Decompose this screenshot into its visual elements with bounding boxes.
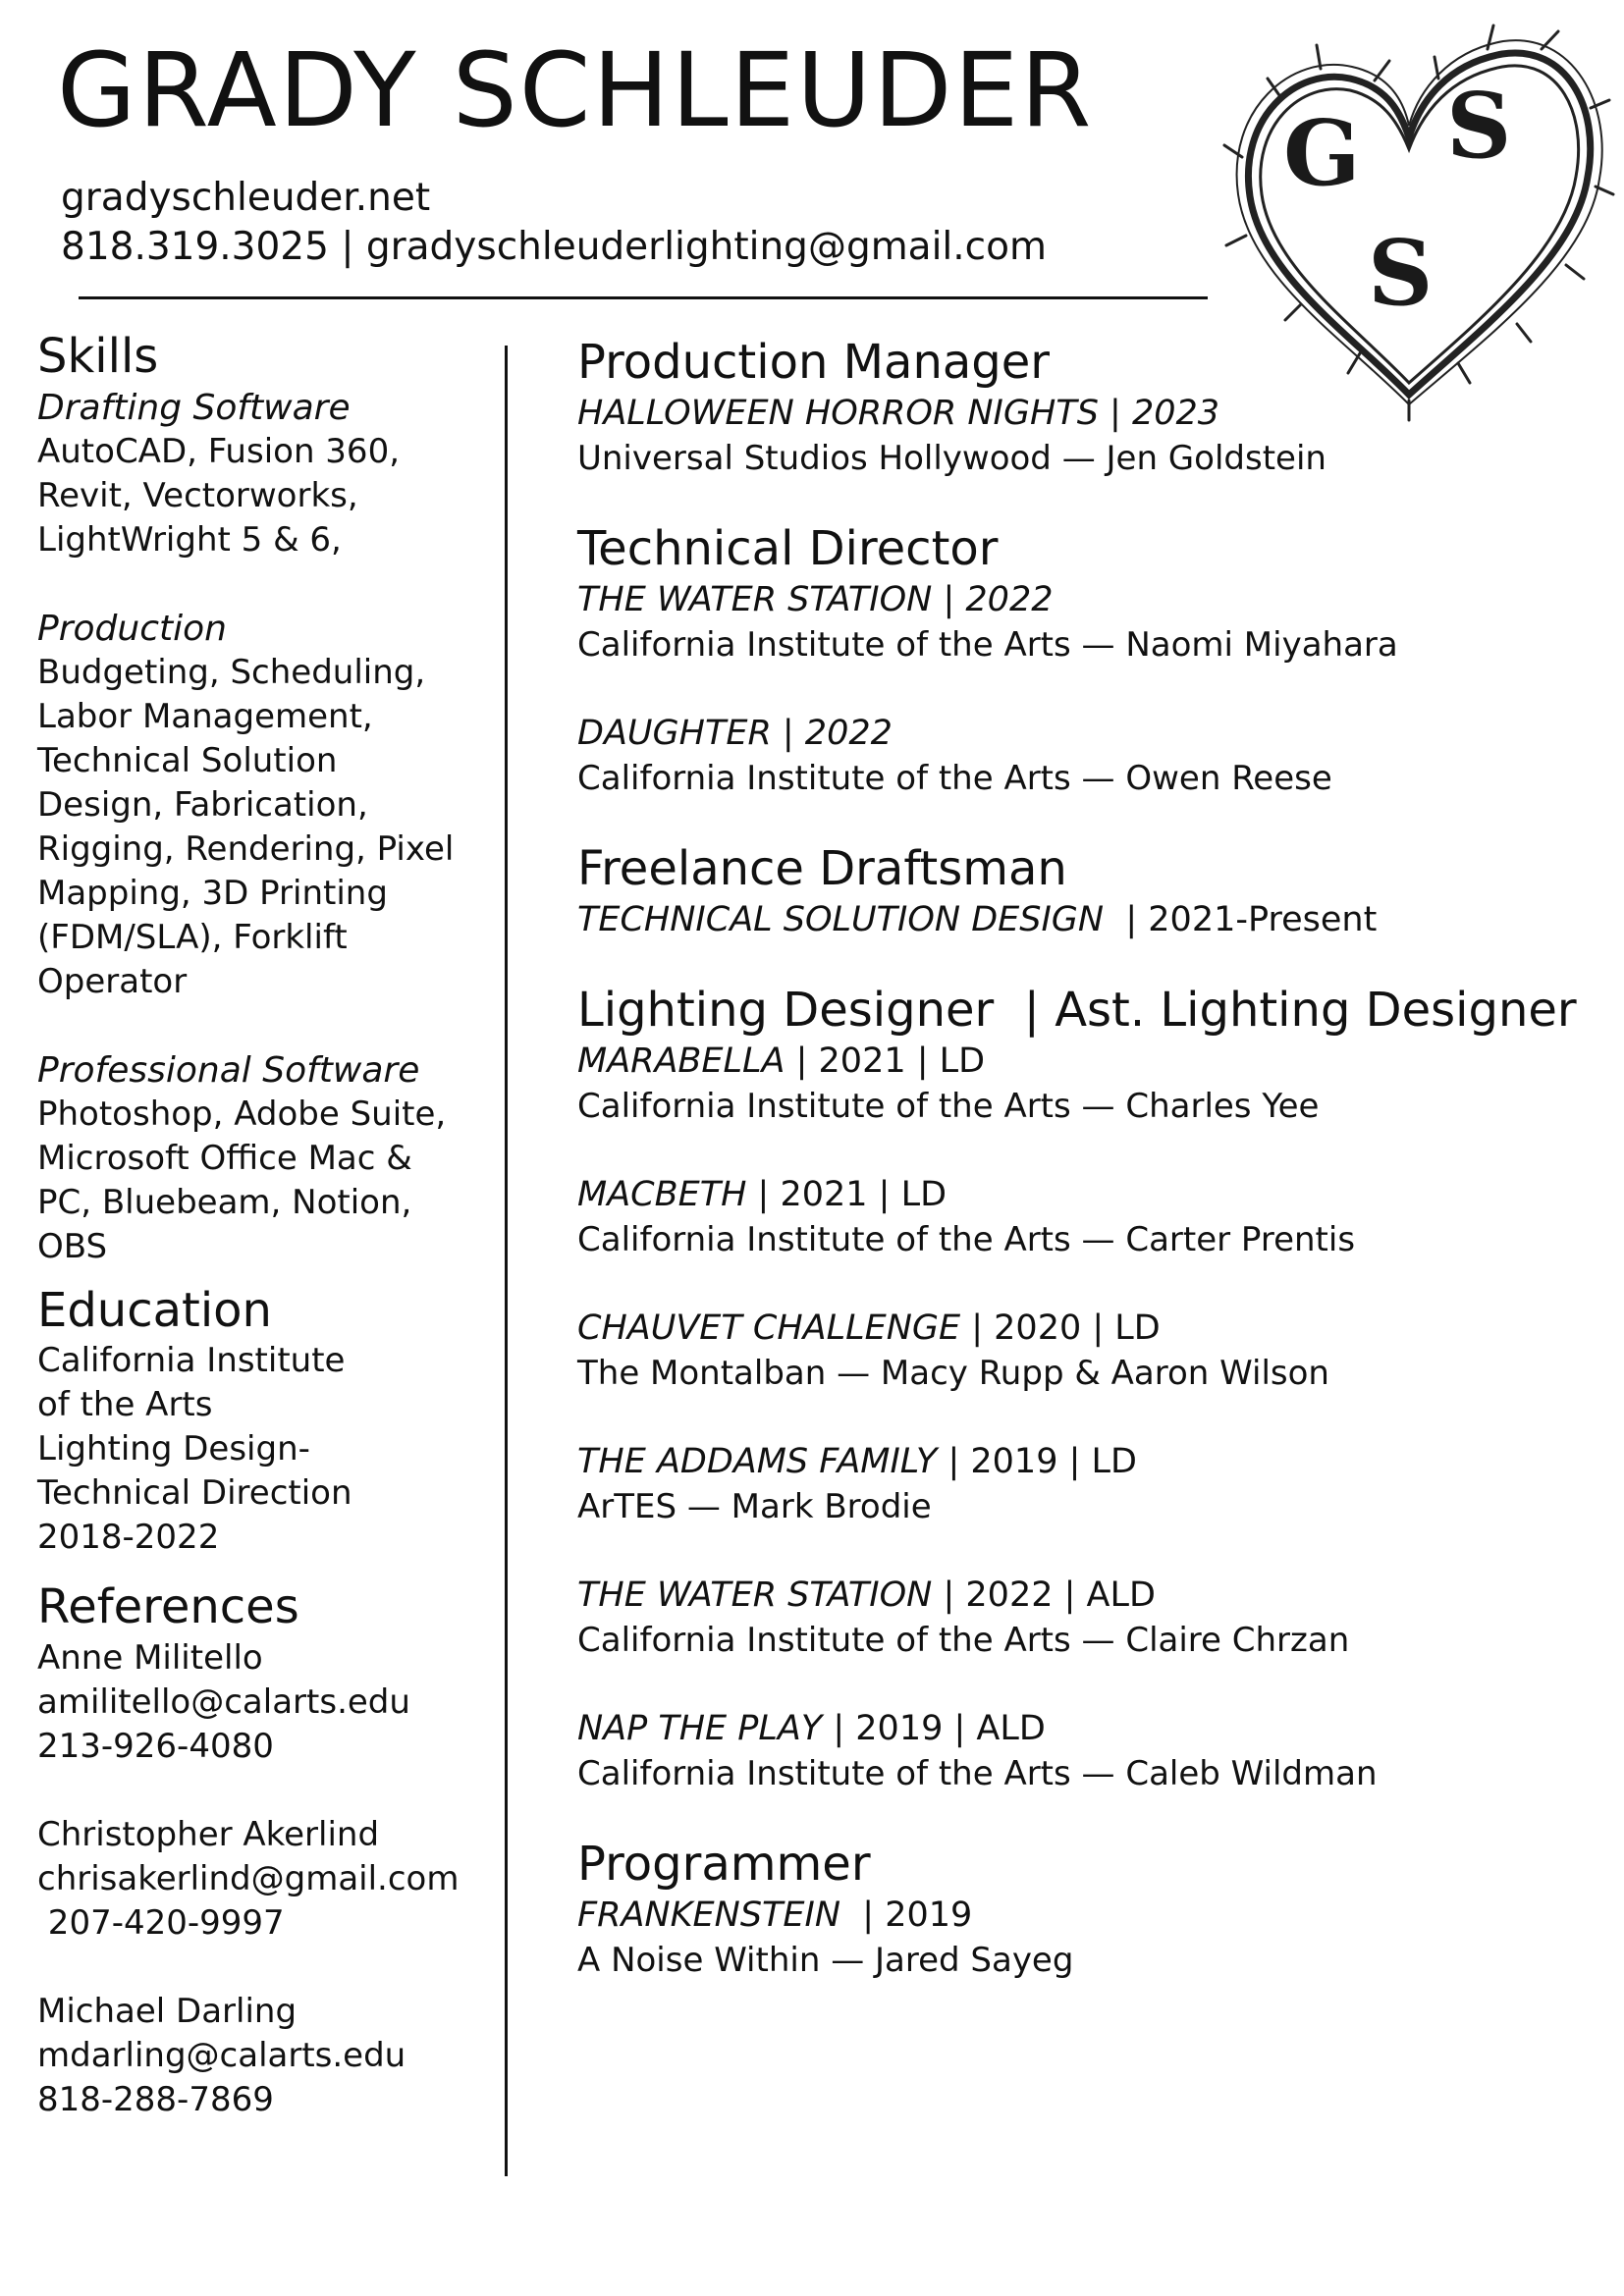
- skill-line: Revit, Vectorworks,: [37, 475, 358, 515]
- venue-line: California Institute of the Arts — Claire Chrzan: [577, 1621, 1350, 1660]
- svg-text:S: S: [1446, 73, 1512, 179]
- role-heading: Freelance Draftsman: [577, 841, 1067, 896]
- show-title: MACBETH: [577, 1175, 747, 1214]
- venue-line: California Institute of the Arts — Naomi Miyahara: [577, 625, 1398, 665]
- skill-group-title: Production: [37, 608, 227, 649]
- show-meta: | 2019 | LD: [937, 1442, 1137, 1481]
- show-title: MARABELLA: [577, 1041, 785, 1081]
- show-meta: | 2023: [1098, 394, 1220, 433]
- column-divider: [505, 346, 508, 2176]
- skill-line: OBS: [37, 1226, 108, 1266]
- show-meta: | 2020 | LD: [960, 1308, 1161, 1348]
- show-title-line: [577, 711, 1608, 756]
- education-line: Technical Direction: [37, 1473, 352, 1514]
- reference-entry: [37, 1813, 489, 1946]
- education-line: Lighting Design-: [37, 1429, 310, 1469]
- show-title: NAP THE PLAY: [577, 1709, 823, 1748]
- show-title-line: [577, 1306, 1608, 1351]
- show-title-line: [577, 1893, 1608, 1938]
- svg-text:S: S: [1368, 220, 1434, 326]
- show-title: FRANKENSTEIN: [577, 1896, 852, 1935]
- show-meta: | 2019 | ALD: [822, 1709, 1046, 1748]
- education-heading: Education: [37, 1282, 272, 1338]
- skill-line: PC, Bluebeam, Notion,: [37, 1182, 412, 1222]
- venue-line: ArTES — Mark Brodie: [577, 1487, 932, 1526]
- show-title: DAUGHTER: [577, 714, 772, 753]
- show-title: THE ADDAMS FAMILY: [577, 1442, 938, 1481]
- skill-line: Design, Fabrication,: [37, 784, 368, 825]
- show-title: CHAUVET CHALLENGE: [577, 1308, 961, 1348]
- reference-phone: 818-288-7869: [37, 2079, 274, 2119]
- reference-entry: [37, 1636, 489, 1769]
- experience-column: [577, 334, 1608, 1983]
- role-heading: Technical Director: [577, 521, 999, 576]
- reference-name: Anne Militello: [37, 1637, 263, 1678]
- show-title: THE WATER STATION: [577, 1575, 933, 1615]
- reference-entry: [37, 1990, 489, 2122]
- skill-group-title: Drafting Software: [37, 387, 351, 428]
- venue-line: The Montalban — Macy Rupp & Aaron Wilson: [577, 1354, 1329, 1393]
- header-divider: [79, 296, 1208, 299]
- education-line: of the Arts: [37, 1385, 213, 1425]
- venue-line: Universal Studios Hollywood — Jen Goldstein: [577, 439, 1326, 478]
- skill-line: AutoCAD, Fusion 360,: [37, 431, 401, 471]
- skill-line: Technical Solution: [37, 740, 338, 780]
- show-title: THE WATER STATION: [577, 580, 933, 619]
- venue-line: California Institute of the Arts — Caleb Wildman: [577, 1754, 1378, 1793]
- svg-text:G: G: [1283, 100, 1361, 206]
- show-title-line: [577, 897, 1608, 942]
- reference-name: Christopher Akerlind: [37, 1814, 380, 1854]
- sidebar: [37, 329, 489, 2122]
- role-heading: Production Manager: [577, 335, 1051, 390]
- skills-heading: Skills: [37, 329, 159, 384]
- show-title: HALLOWEEN HORROR NIGHTS: [577, 394, 1099, 433]
- education-line: 2018-2022: [37, 1518, 220, 1558]
- reference-email[interactable]: chrisakerlind@gmail.com: [37, 1858, 460, 1898]
- show-title: TECHNICAL SOLUTION DESIGN: [577, 900, 1105, 939]
- show-meta: | 2022 | ALD: [932, 1575, 1156, 1615]
- reference-email[interactable]: amilitello@calarts.edu: [37, 1682, 410, 1722]
- website-link[interactable]: gradyschleuder.net: [61, 176, 431, 220]
- skill-line: Microsoft Office Mac &: [37, 1138, 412, 1178]
- references-heading: References: [37, 1579, 299, 1635]
- skill-line: Labor Management,: [37, 696, 373, 736]
- resume-name: GRADY SCHLEUDER: [57, 30, 1094, 150]
- skill-line: Photoshop, Adobe Suite,: [37, 1094, 447, 1134]
- skill-group-body: [37, 1093, 489, 1269]
- venue-line: California Institute of the Arts — Charles Yee: [577, 1087, 1320, 1126]
- skill-line: Rigging, Rendering, Pixel: [37, 828, 455, 869]
- venue-line: California Institute of the Arts — Carter Prentis: [577, 1220, 1356, 1259]
- show-title-line: [577, 1439, 1608, 1484]
- show-meta: | 2021 | LD: [746, 1175, 947, 1214]
- education-body: [37, 1339, 489, 1560]
- reference-name: Michael Darling: [37, 1991, 298, 2031]
- skill-line: Mapping, 3D Printing: [37, 873, 388, 913]
- show-title-line: [577, 1706, 1608, 1751]
- show-title-line: [577, 1039, 1608, 1084]
- skill-line: Budgeting, Scheduling,: [37, 652, 426, 692]
- role-heading: Programmer: [577, 1837, 871, 1892]
- skill-group-title: Professional Software: [37, 1049, 420, 1091]
- show-title-line: [577, 1172, 1608, 1217]
- show-title-line: [577, 577, 1608, 622]
- role-heading: Lighting Designer | Ast. Lighting Designer: [577, 983, 1577, 1038]
- skill-group-body: [37, 651, 489, 1004]
- show-title-line: [577, 391, 1608, 436]
- venue-line: California Institute of the Arts — Owen Reese: [577, 759, 1332, 798]
- show-meta: | 2021 | LD: [785, 1041, 986, 1081]
- show-meta: | 2019: [851, 1896, 973, 1935]
- reference-email[interactable]: mdarling@calarts.edu: [37, 2035, 406, 2075]
- skill-group-body: [37, 430, 489, 562]
- reference-phone: 213-926-4080: [37, 1726, 274, 1766]
- show-meta: | 2022: [932, 580, 1054, 619]
- show-meta: | 2022: [771, 714, 893, 753]
- skill-line: LightWright 5 & 6,: [37, 519, 342, 560]
- venue-line: A Noise Within — Jared Sayeg: [577, 1941, 1074, 1980]
- show-title-line: [577, 1573, 1608, 1618]
- skill-line: Operator: [37, 961, 188, 1001]
- skill-line: (FDM/SLA), Forklift: [37, 917, 348, 957]
- show-meta: | 2021-Present: [1104, 900, 1378, 939]
- education-line: California Institute: [37, 1341, 346, 1381]
- phone-email-line: 818.319.3025 | gradyschleuderlighting@gmail.com: [61, 225, 1047, 269]
- reference-phone: 207-420-9997: [37, 1902, 285, 1943]
